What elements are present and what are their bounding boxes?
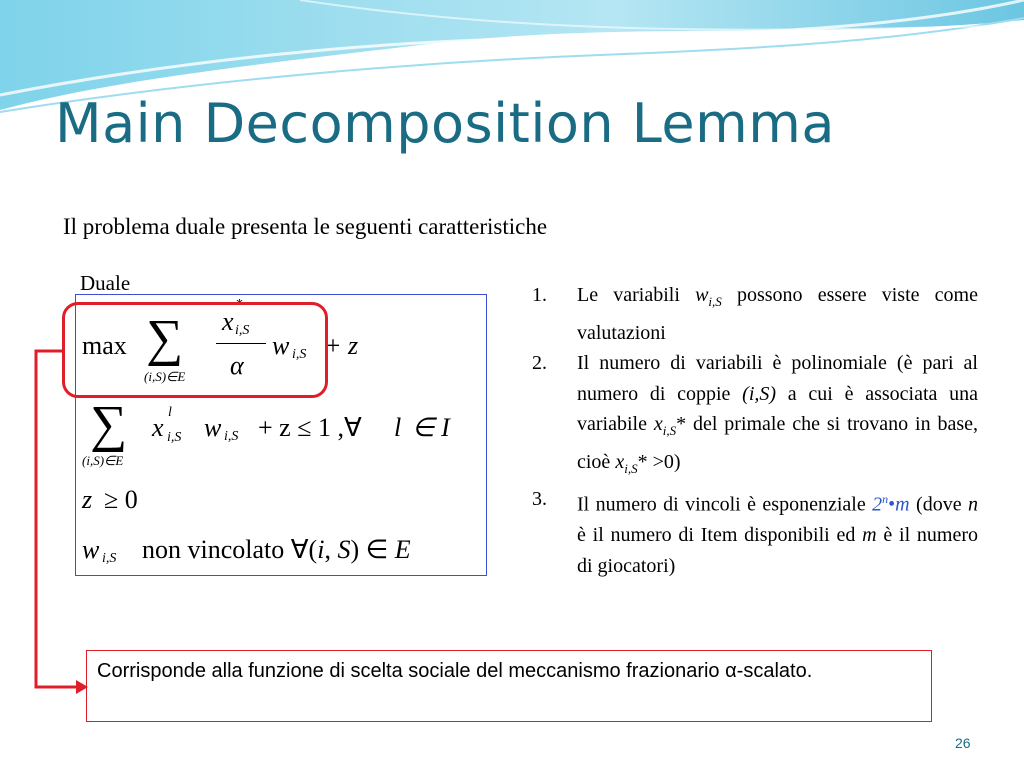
objective-highlight [62,302,328,398]
z-variable: z [82,485,93,514]
plus-z: + z [324,331,359,360]
w-variable-free: w [82,535,100,564]
x-variable-constraint: x [152,413,164,442]
sum-symbol-constraint: ∑ [90,396,128,453]
constraint-tail: + z ≤ 1 ,∀ [258,413,362,442]
list-item: 1. Le variabili $w_{i,S}$ possono essere viste come valutazioni [532,284,978,344]
w-subscript-free: i,S [102,551,117,566]
characteristics-list [532,280,978,581]
sum-symbol: ∑ [146,310,184,367]
w-subscript: i,S [292,347,307,362]
x-variable: x [222,307,234,336]
slide-title: Main Decomposition Lemma [55,92,835,155]
w-subscript-constraint: i,S [224,429,239,444]
w-variable-constraint: w [204,413,222,442]
list-item: 3. Il numero di vincoli è esponenziale 2$^n$•m (dove n è il numero di Item disponibili ed m è il numero di giocatori) [532,488,978,577]
list-item: 2. Il numero di variabili è polinomiale (è pari al numero di coppie (i,S) a cui è associata una variabile $x_{i,S}*$ del primale che si trovano in base, cioè $x_{i,S}* >0$) [532,352,978,476]
sum-index-constraint: (i,S)∈E [82,453,124,468]
sum-index: (i,S)∈E [144,369,186,384]
in-I: ∈ I [412,413,450,442]
geq-zero: ≥ 0 [104,485,138,514]
alpha-symbol: α [230,351,244,380]
x-superscript-l: l [168,405,172,420]
w-variable: w [272,331,290,360]
x-subscript: i,S [235,323,250,338]
social-choice-note: Corrisponde alla funzione di scelta sociale del meccanismo frazionario α-scalato. [86,650,932,722]
non-vincolato-text: non vincolato ∀(i, S) ∈ E [142,535,411,564]
page-number: 26 [955,735,971,751]
slide-subtitle: Il problema duale presenta le seguenti caratteristiche [63,214,548,239]
x-subscript-constraint: i,S [167,430,182,445]
max-operator: max [82,331,127,360]
l-variable: l [394,413,402,442]
duale-label: Duale [80,271,131,295]
x-star: * [236,297,243,312]
